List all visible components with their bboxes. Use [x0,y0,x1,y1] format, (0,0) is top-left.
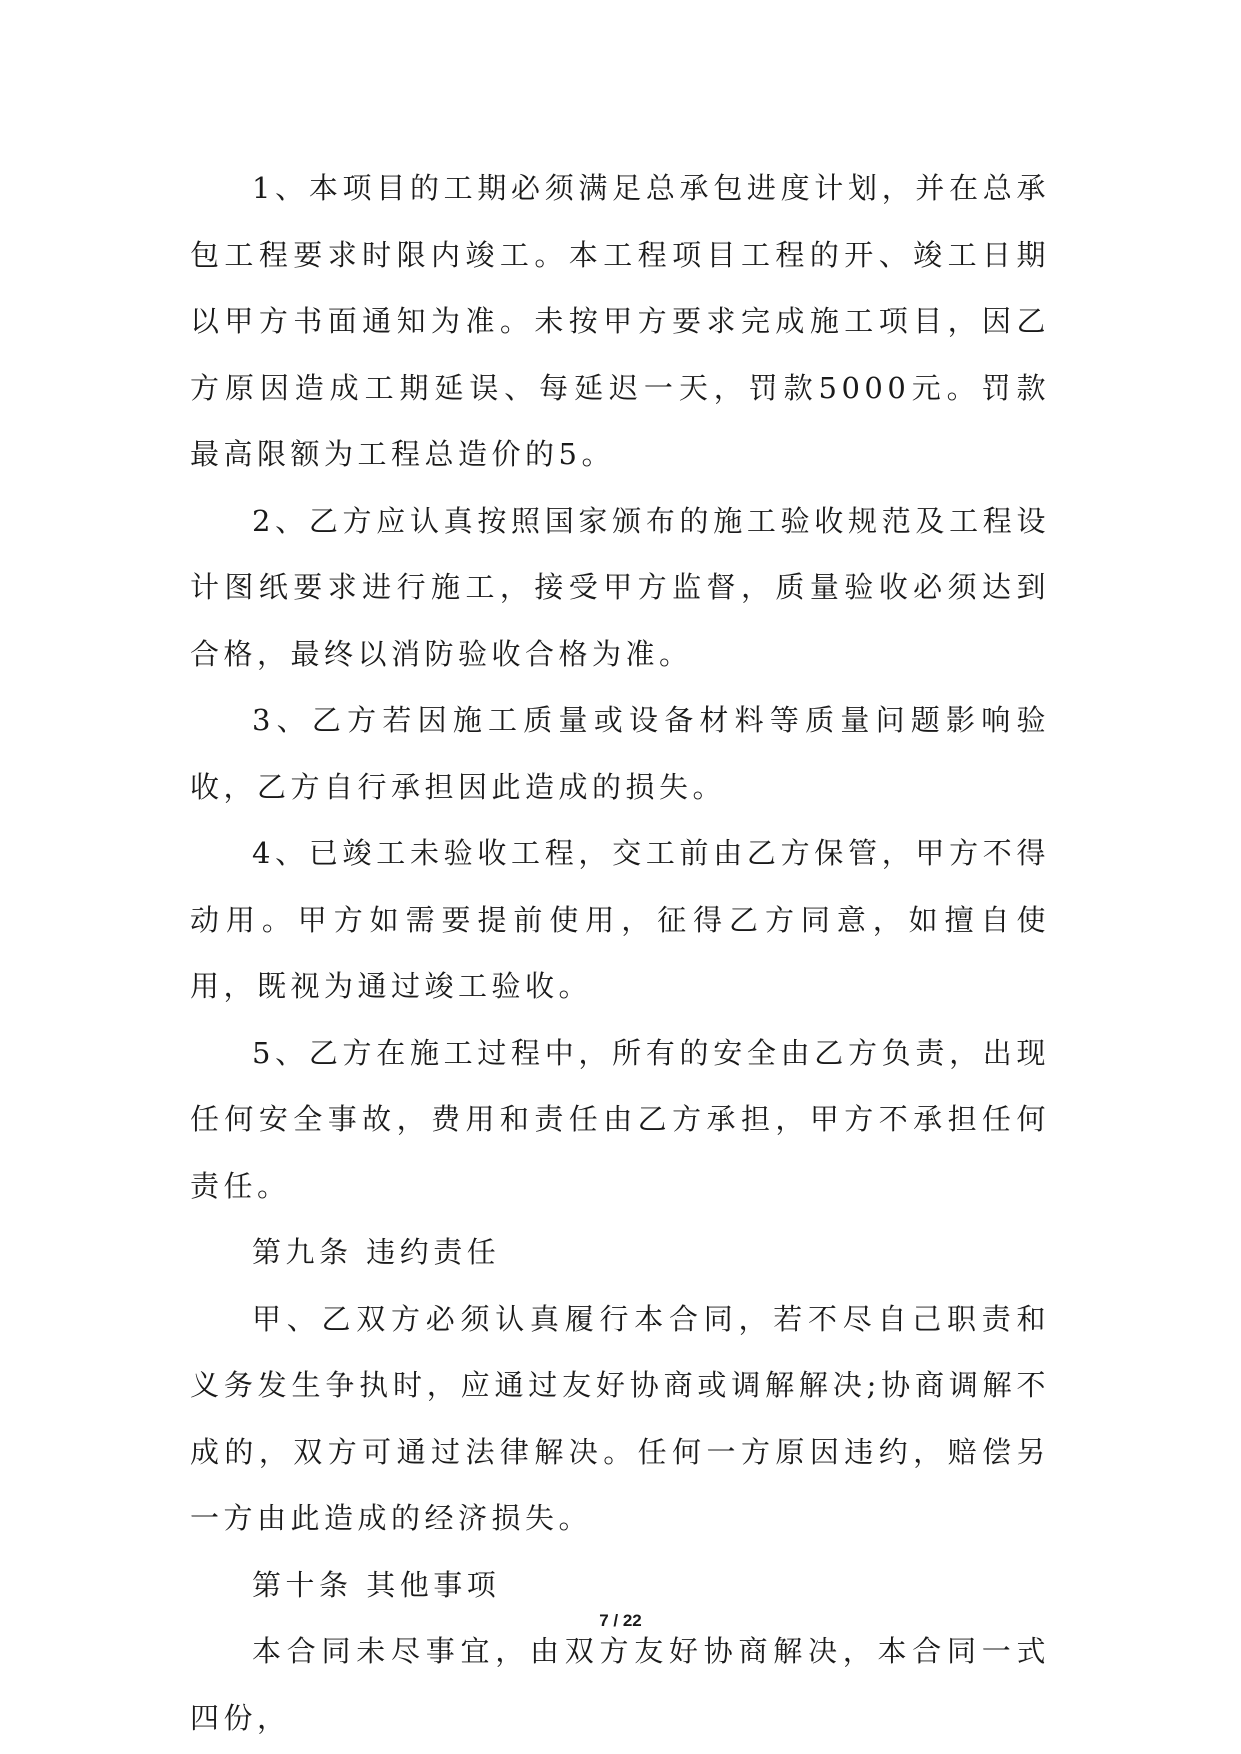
article-9-text: 甲、乙双方必须认真履行本合同，若不尽自己职责和义务发生争执时，应通过友好协商或调解解决;协商调解不成的，双方可通过法律解决。任何一方原因违约，赔偿另一方由此造成的经济损失。 [190,1301,1050,1535]
clause-5: 5、乙方在施工过程中，所有的安全由乙方负责，出现任何安全事故，费用和责任由乙方承担，甲方不承担任何责任。 [190,1035,1050,1203]
clause-2: 2、乙方应认真按照国家颁布的施工验收规范及工程设计图纸要求进行施工，接受甲方监督，质量验收必须达到合格，最终以消防验收合格为准。 [190,503,1050,671]
article-10-heading: 第十条 其他事项 [252,1567,501,1602]
document-body [190,155,1050,1751]
clause-3: 3、乙方若因施工质量或设备材料等质量问题影响验收，乙方自行承担因此造成的损失。 [190,703,1050,804]
clause-4: 4、已竣工未验收工程，交工前由乙方保管，甲方不得动用。甲方如需要提前使用，征得乙方同意，如擅自使用，既视为通过竣工验收。 [190,836,1050,1003]
article-9-heading: 第九条 违约责任 [252,1235,501,1269]
page-number: 7 / 22 [599,1611,642,1630]
clause-1: 1、本项目的工期必须满足总承包进度计划，并在总承包工程要求时限内竣工。本工程项目工程的开、竣工日期以甲方书面通知为准。未按甲方要求完成施工项目，因乙方原因造成工期延误、每延迟一天，罚款5000元。罚款最高限额为工程总造价的5。 [190,171,1050,471]
article-10-text: 本合同未尽事宜，由双方友好协商解决，本合同一式四份， [190,1634,1050,1735]
